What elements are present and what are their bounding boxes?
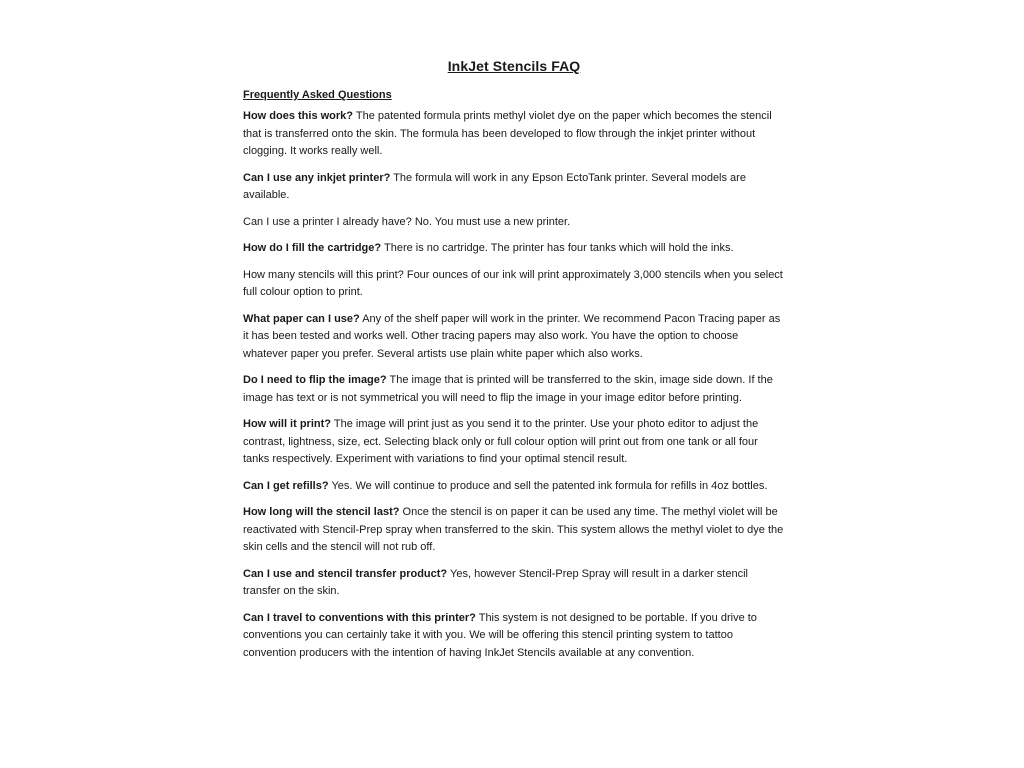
faq-item-printer-already-have (243, 214, 785, 232)
faq-question: Can I get refills? (243, 479, 329, 492)
faq-question: Can I use and stencil transfer product? (243, 567, 448, 580)
faq-question: What paper can I use? (243, 312, 360, 325)
faq-item-flip-image (243, 372, 785, 407)
faq-question: How does this work? (243, 110, 354, 122)
faq-question: Do I need to flip the image? (243, 374, 387, 386)
faq-answer: Yes, however Stencil-Prep Spray will result in a darker stencil transfer on the skin. (243, 567, 748, 597)
faq-answer: The image that is printed will be transferred to the skin, image side down. If the image has text or is not symmetrical you will need to flip the image in your image editor before printing. (243, 374, 773, 404)
faq-question: How will it print? (243, 418, 331, 430)
faq-document (243, 56, 785, 671)
faq-item-what-paper (243, 311, 785, 364)
faq-answer: Once the stencil is on paper it can be used any time. The methyl violet will be reactivated with Stencil-Prep spray when transferred to the skin. This system allows the methyl violet to dye the skin cells and the stencil will not rub off. (243, 506, 784, 553)
faq-question: Can I travel to conventions with this printer? (243, 611, 476, 624)
faq-answer: This system is not designed to be portable. If you drive to conventions you can certainly take it with you. We will be offering this stencil printing system to tattoo convention producers with the intention of having InkJet Stencils available at any convention. (243, 611, 757, 659)
faq-question: How do I fill the cartridge? (243, 242, 382, 254)
faq-question: Can I use a printer I already have? (243, 215, 412, 228)
faq-answer: The formula will work in any Epson EctoTank printer. Several models are available. (243, 171, 746, 201)
faq-item-how-many-stencils (243, 267, 785, 302)
faq-item-travel-conventions (243, 610, 785, 663)
faq-answer: Four ounces of our ink will print approximately 3,000 stencils when you select full colour option to print. (243, 268, 783, 298)
faq-answer: The patented formula prints methyl violet dye on the paper which becomes the stencil that is transferred onto the skin. The formula has been developed to flow through the inkjet printer without clogging. It works really well. (243, 110, 772, 157)
faq-answer: The image will print just as you send it to the printer. Use your photo editor to adjust the contrast, lightness, size, ect. Selecting black only or full colour option will print out from one tank or all four tanks respectively. Experiment with variations to find your optimal stencil result. (243, 418, 759, 465)
faq-answer: No. You must use a new printer. (414, 215, 571, 228)
section-heading: Frequently Asked Questions (243, 89, 392, 101)
faq-item-how-does-this-work (243, 108, 785, 161)
document-title: InkJet Stencils FAQ (447, 58, 581, 74)
faq-item-stencil-last (243, 504, 785, 557)
faq-answer: Any of the shelf paper will work in the printer. We recommend Pacon Tracing paper as it has been tested and works well. Other tracing papers may also work. You have the option to choose whatever paper you prefer. Several artists use plain white paper which also works. (243, 312, 781, 360)
faq-question: Can I use any inkjet printer? (243, 171, 391, 184)
faq-question: How many stencils will this print? (243, 268, 404, 281)
faq-answer: Yes. We will continue to produce and sell the patented ink formula for refills in 4oz bottles. (331, 479, 768, 492)
faq-question: How long will the stencil last? (243, 506, 400, 518)
faq-item-fill-cartridge (243, 240, 785, 258)
faq-item-transfer-product (243, 566, 785, 601)
faq-item-any-inkjet-printer (243, 170, 785, 205)
faq-item-refills (243, 478, 785, 496)
faq-answer: There is no cartridge. The printer has four tanks which will hold the inks. (383, 242, 734, 254)
faq-item-how-will-it-print (243, 416, 785, 469)
